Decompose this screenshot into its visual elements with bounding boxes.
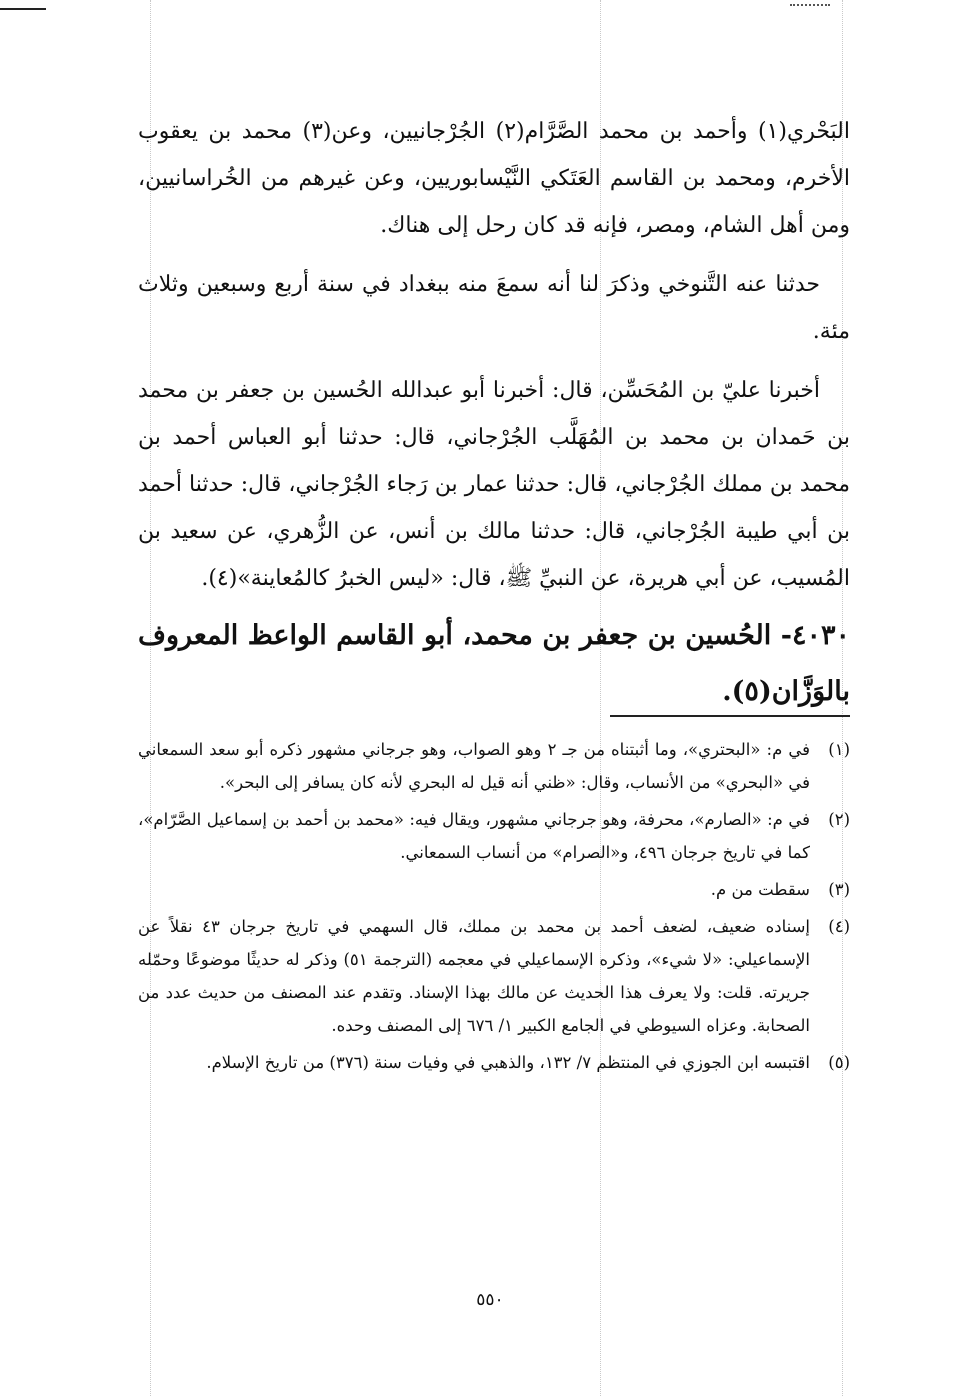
footnote	[138, 910, 850, 1042]
footnote-text: اقتبسه ابن الجوزي في المنتظم ٧/ ١٣٢، والذهبي في وفيات سنة (٣٧٦) من تاريخ الإسلام.	[206, 1053, 810, 1072]
footnote-number: (٢)	[828, 810, 850, 829]
page-number: ٥٥٠	[476, 1290, 504, 1310]
scan-artifact-dots	[790, 4, 830, 6]
main-text	[138, 108, 850, 602]
footnotes	[138, 733, 850, 1083]
paragraph-2: حدثنا عنه التَّنوخي وذكرَ لنا أنه سمعَ منه ببغداد في سنة أربع وسبعين وثلاث مئة.	[138, 272, 850, 344]
footnote-number: (١)	[828, 740, 850, 759]
scan-artifact-line	[0, 8, 46, 10]
footnote	[138, 733, 850, 799]
footnote-text: سقطت من م.	[710, 880, 810, 899]
footnote-number: (٤)	[828, 917, 850, 936]
paragraph-1: البَحْري(١) وأحمد بن محمد الصَّرَّام(٢) الجُرْجانيين، وعن(٣) محمد بن يعقوب الأخرم، ومحمد بن القاسم العَتَكي النَّيْسابوريين، وعن غيرهم من الخُراسانيين، ومن أهل الشام، ومصر، فإنه قد كان رحل إلى هناك.	[138, 119, 850, 238]
footnote-text: في م: «الصارم»، محرفة، وهو جرجاني مشهور، ويقال فيه: «محمد بن أحمد بن إسماعيل الصَّرّام»، كما في تاريخ جرجان ٤٩٦، و«الصرام» من أنساب السمعاني.	[138, 810, 810, 862]
entry-heading: ٤٠٣٠- الحُسين بن جعفر بن محمد، أبو القاسم الواعظ المعروف بالوَزَّان(٥).	[138, 620, 850, 707]
footnote-number: (٥)	[828, 1053, 850, 1072]
footnote-text: إسناده ضعيف، لضعف أحمد بن محمد بن مملك، قال السهمي في تاريخ جرجان ٤٣ نقلاً عن الإسماعيلي: «لا شيء»، وذكره الإسماعيلي في معجمه (الترجمة ٥١) وذكر له حديثًا موضوعًا وحمّله جريرته. قلت: ولا يعرف هذا الحديث عن مالك بهذا الإسناد. وتقدم عند المصنف من حديث عدد من الصحابة. وعزاه السيوطي في الجامع الكبير ١/ ٦٧٦ إلى المصنف وحده.	[138, 917, 810, 1035]
footnote-separator	[610, 715, 850, 717]
paragraph-3: أخبرنا عليّ بن المُحَسِّن، قال: أخبرنا أبو عبدالله الحُسين بن جعفر بن محمد بن حَمدان بن محمد بن المُهَلَّب الجُرْجاني، قال: حدثنا أبو العباس أحمد بن محمد بن مملك الجُرْجاني، قال: حدثنا عمار بن رَجاء الجُرْجاني، قال: حدثنا أحمد بن أبي طيبة الجُرْجاني، قال: حدثنا مالك بن أنس، عن الزُّهري، عن سعيد بن المُسيب، عن أبي هريرة، عن النبيِّ ﷺ، قال: «ليس الخبرُ كالمُعاينة»(٤).	[138, 378, 850, 591]
footnote	[138, 873, 850, 906]
footnote-number: (٣)	[828, 880, 850, 899]
footnote-text: في م: «البحتري»، وما أثبتناه من جـ ٢ وهو الصواب، وهو جرجاني مشهور ذكره أبو سعد السمعاني في «البحري» من الأنساب، وقال: «ظني أنه قيل له البحري لأنه كان يسافر إلى البحر».	[138, 740, 811, 792]
footnote	[138, 1046, 850, 1079]
footnote	[138, 803, 850, 869]
